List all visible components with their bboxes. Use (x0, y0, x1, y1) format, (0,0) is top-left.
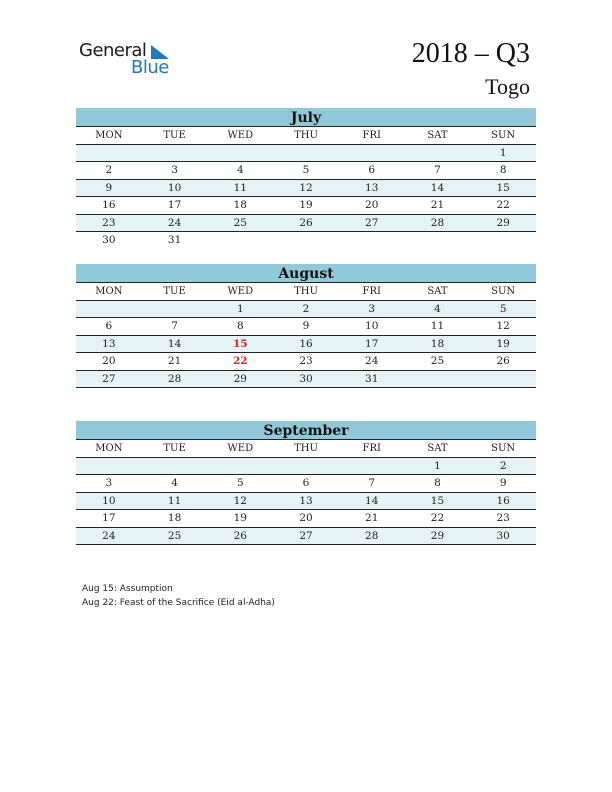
weekday-label: MON (95, 286, 123, 297)
weekday-label: SUN (491, 443, 516, 454)
week-row (76, 510, 536, 528)
weekday-label: FRI (362, 130, 381, 141)
day-cell: 4 (236, 164, 244, 176)
day-cell: 16 (102, 199, 116, 211)
day-cell: 27 (365, 216, 379, 229)
day-cell (207, 232, 273, 250)
day-cell: 6 (302, 477, 310, 489)
holiday-day-cell: 15 (232, 337, 248, 350)
day-cell: 30 (299, 372, 313, 385)
day-cell: 28 (430, 216, 445, 229)
day-cell: 17 (167, 199, 182, 211)
day-cell (405, 371, 471, 388)
week-row (76, 215, 536, 233)
day-cell: 24 (365, 355, 379, 367)
day-cell: 25 (167, 529, 182, 542)
month-august (76, 264, 536, 388)
day-cell: 29 (430, 529, 445, 542)
day-cell: 22 (496, 199, 510, 211)
day-cell: 14 (365, 494, 379, 507)
day-cell (142, 458, 208, 475)
weekday-label: FRI (362, 443, 381, 454)
day-cell: 19 (496, 337, 510, 350)
day-cell: 13 (102, 337, 116, 350)
weekday-label: WED (227, 286, 254, 297)
week-row (76, 336, 536, 354)
day-cell: 8 (236, 320, 244, 332)
day-cell (273, 232, 339, 250)
week-row (76, 145, 536, 163)
day-cell: 18 (233, 199, 247, 211)
week-row (76, 301, 536, 319)
day-cell: 15 (430, 494, 445, 507)
weekday-label: FRI (362, 286, 381, 297)
weekday-label: WED (227, 443, 254, 454)
day-cell: 21 (365, 512, 379, 524)
weekday-label: SUN (491, 286, 516, 297)
day-cell: 13 (299, 494, 313, 507)
week-row (76, 475, 536, 493)
day-cell (273, 145, 339, 162)
day-cell: 23 (299, 355, 313, 367)
day-cell: 11 (167, 494, 182, 507)
week-row (76, 162, 536, 180)
day-cell: 11 (233, 181, 247, 194)
day-cell: 19 (299, 199, 313, 211)
weekday-label: THU (294, 286, 318, 297)
day-cell: 9 (302, 320, 310, 332)
month-july (76, 108, 536, 250)
month-title: September (76, 421, 536, 440)
day-cell: 4 (434, 302, 441, 315)
day-cell: 26 (496, 355, 510, 367)
day-cell: 3 (171, 164, 178, 176)
day-cell (76, 301, 142, 318)
week-row (76, 318, 536, 336)
weekday-label: THU (294, 443, 318, 454)
weekday-label: SAT (427, 443, 448, 454)
day-cell: 17 (365, 337, 379, 350)
weekday-label: THU (294, 130, 318, 141)
day-cell: 17 (102, 512, 116, 524)
day-cell: 7 (368, 477, 376, 489)
day-cell: 2 (105, 164, 113, 176)
day-cell: 20 (365, 199, 379, 211)
day-cell: 24 (167, 216, 182, 229)
day-cell: 26 (299, 216, 313, 229)
day-cell: 28 (365, 529, 379, 542)
day-cell: 21 (167, 355, 182, 367)
day-cell: 5 (302, 164, 310, 176)
day-cell: 20 (102, 355, 116, 367)
day-cell: 2 (302, 302, 310, 315)
day-cell: 30 (102, 234, 116, 246)
day-cell (470, 232, 536, 250)
day-cell: 22 (430, 512, 445, 524)
day-cell: 21 (430, 199, 445, 211)
week-row (76, 180, 536, 198)
page-title: 2018 – Q3 (411, 38, 530, 69)
day-cell: 27 (102, 372, 116, 385)
day-cell (273, 458, 339, 475)
day-cell: 25 (233, 216, 247, 229)
month-title: July (76, 108, 536, 127)
day-cell: 14 (167, 337, 182, 350)
day-cell (339, 232, 405, 250)
month-september (76, 421, 536, 545)
day-cell: 24 (102, 529, 116, 542)
day-cell (405, 145, 471, 162)
day-cell: 11 (430, 320, 445, 332)
week-row (76, 197, 536, 215)
week-row (76, 232, 536, 250)
day-cell: 30 (496, 529, 510, 542)
weekday-label: TUE (163, 286, 186, 297)
day-cell: 5 (236, 477, 244, 489)
day-cell: 16 (496, 494, 510, 507)
weekday-label: TUE (163, 130, 186, 141)
week-row (76, 528, 536, 546)
day-cell: 14 (430, 181, 445, 194)
day-cell: 29 (233, 372, 247, 385)
day-cell: 3 (368, 302, 376, 315)
day-cell: 28 (167, 372, 182, 385)
holiday-notes (82, 582, 275, 610)
day-cell: 1 (236, 302, 244, 315)
day-cell: 12 (496, 320, 510, 332)
day-cell (76, 458, 142, 475)
day-cell: 8 (499, 164, 507, 176)
day-cell: 15 (496, 181, 510, 194)
day-cell: 9 (499, 477, 507, 489)
day-cell: 6 (368, 164, 376, 176)
day-cell: 6 (105, 320, 113, 332)
day-cell: 10 (102, 494, 116, 507)
day-cell: 25 (430, 355, 445, 367)
day-cell: 4 (171, 477, 178, 489)
day-cell (207, 458, 273, 475)
weekday-label: TUE (163, 443, 186, 454)
day-cell (142, 145, 208, 162)
holiday-day-cell: 22 (232, 355, 248, 367)
day-cell: 10 (167, 181, 182, 194)
day-cell: 1 (499, 146, 507, 159)
country-name: Togo (485, 74, 530, 99)
day-cell: 7 (171, 320, 178, 332)
day-cell: 26 (233, 529, 247, 542)
day-cell: 8 (434, 477, 441, 489)
day-cell (470, 371, 536, 388)
day-cell: 23 (496, 512, 510, 524)
weekday-label: SAT (427, 286, 448, 297)
day-cell (339, 458, 405, 475)
day-cell: 31 (365, 372, 379, 385)
day-cell: 23 (102, 216, 116, 229)
weekday-label: SAT (427, 130, 448, 141)
day-cell: 20 (299, 512, 313, 524)
weekday-row (76, 283, 536, 301)
day-cell: 12 (233, 494, 247, 507)
day-cell: 5 (499, 302, 507, 315)
day-cell: 2 (499, 459, 507, 472)
week-row (76, 353, 536, 371)
day-cell: 13 (365, 181, 379, 194)
day-cell (142, 301, 208, 318)
weekday-label: WED (227, 130, 254, 141)
week-row (76, 371, 536, 389)
weekday-label: SUN (491, 130, 516, 141)
day-cell: 18 (430, 337, 445, 350)
day-cell: 29 (496, 216, 510, 229)
day-cell: 18 (167, 512, 182, 524)
day-cell (339, 145, 405, 162)
weekday-label: MON (95, 443, 123, 454)
holiday-note: Aug 22: Feast of the Sacrifice (Eid al-Adha) (82, 598, 275, 608)
weekday-row (76, 440, 536, 458)
day-cell: 7 (434, 164, 441, 176)
day-cell: 12 (299, 181, 313, 194)
weekday-row (76, 127, 536, 145)
weekday-label: MON (95, 130, 123, 141)
day-cell (405, 232, 471, 250)
day-cell: 16 (299, 337, 313, 350)
day-cell: 19 (233, 512, 247, 524)
week-row (76, 458, 536, 476)
holiday-note: Aug 15: Assumption (82, 584, 173, 594)
logo-text-blue: Blue (131, 57, 169, 78)
day-cell: 1 (434, 459, 441, 472)
week-row (76, 493, 536, 511)
month-title: August (76, 264, 536, 283)
logo-text-general: General (79, 40, 147, 61)
day-cell: 9 (105, 181, 113, 194)
day-cell: 27 (299, 529, 313, 542)
day-cell: 10 (365, 320, 379, 332)
day-cell: 31 (167, 234, 182, 246)
day-cell: 3 (105, 477, 113, 489)
day-cell (76, 145, 142, 162)
day-cell (207, 145, 273, 162)
